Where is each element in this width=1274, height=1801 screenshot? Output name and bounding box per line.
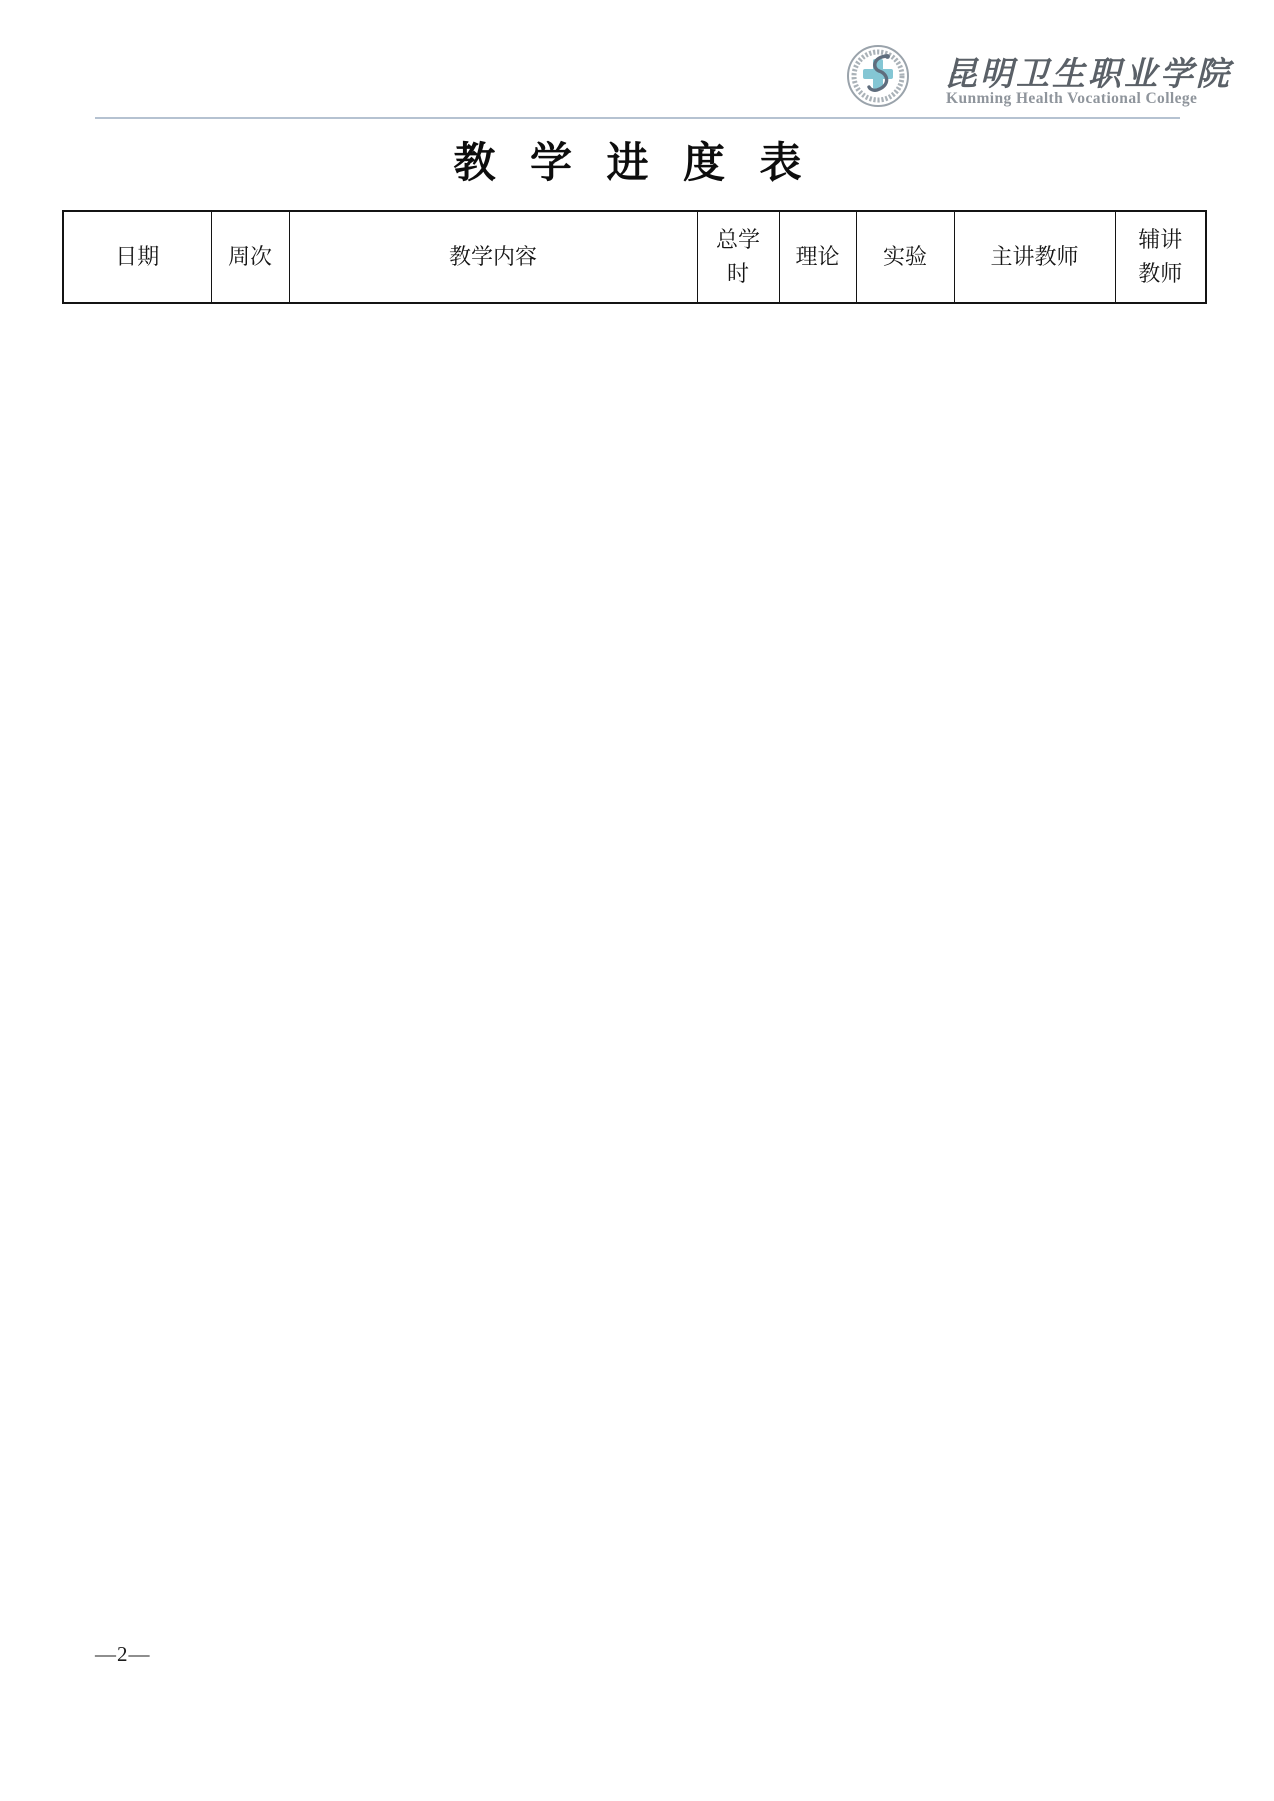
col-header-lab: 实验 <box>856 211 954 303</box>
col-header-week: 周次 <box>211 211 289 303</box>
header-row <box>63 211 1206 303</box>
page-title: 教 学 进 度 表 <box>453 141 814 187</box>
col-header-assistant-teacher: 辅讲教师 <box>1115 211 1206 303</box>
col-header-total-hours: 总学时 <box>697 211 779 303</box>
college-seal-icon <box>846 44 910 108</box>
col-header-content: 教学内容 <box>289 211 697 303</box>
page-number: —2— <box>95 1642 151 1666</box>
college-name-en: Kunming Health Vocational College <box>946 90 1198 107</box>
letterhead-divider <box>95 117 1180 119</box>
col-header-main-teacher: 主讲教师 <box>954 211 1115 303</box>
col-header-date: 日期 <box>63 211 211 303</box>
college-name-zh: 昆明卫生职业学院 <box>944 57 1232 93</box>
schedule-table <box>62 210 1207 304</box>
col-header-theory: 理论 <box>779 211 856 303</box>
